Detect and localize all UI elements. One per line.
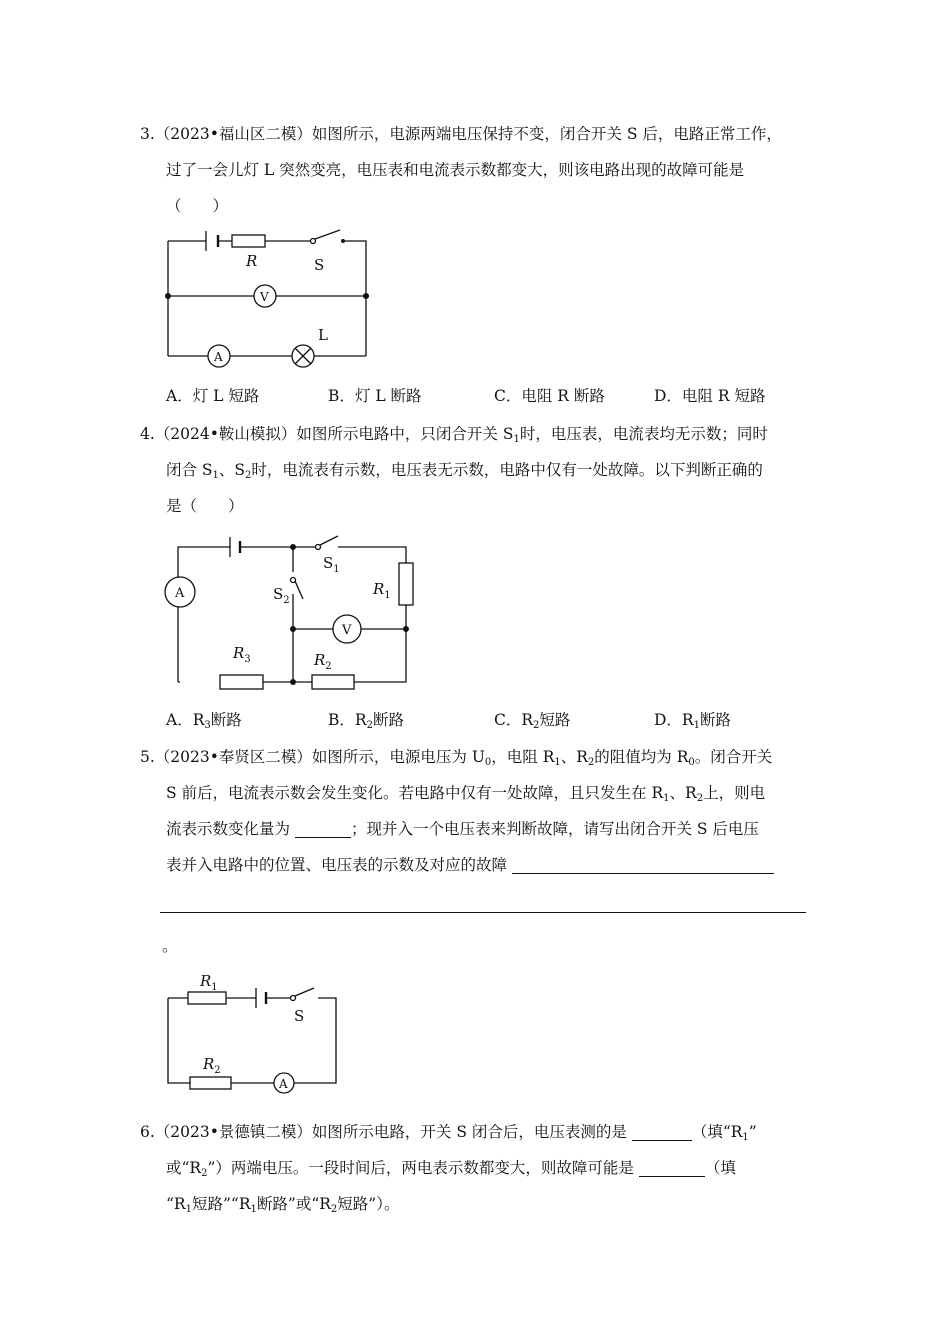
q3-options (166, 384, 816, 408)
q4-label-R1: $R_1$ (373, 580, 391, 601)
q6-blank-1[interactable] (632, 1122, 692, 1141)
q4-option-b[interactable]: B．$R_2$断路 (328, 711, 404, 731)
q4-label-V: V (342, 623, 352, 638)
q5-line-3: 流表示数变化量为 ；现并入一个电压表来判断故障，请写出闭合开关 S 后电压 (166, 820, 759, 838)
q4-line-3: 是（ ） (166, 497, 244, 515)
q3-circuit-diagram (160, 225, 380, 365)
q4-option-a[interactable]: A．$R_3$断路 (166, 711, 242, 731)
q3-line-3: （ ） (166, 197, 229, 215)
q4-label-R2: $R_2$ (314, 651, 332, 672)
q6-line-1: 6.（2023•景德镇二模）如图所示电路，开关 S 闭合后，电压表测的是 （填“$R_1$” (140, 1123, 757, 1143)
question-3 (140, 116, 810, 224)
q3-line-1: 3.（2023•福山区二模）如图所示，电源两端电压保持不变，闭合开关 S 后，电路正常工作， (140, 125, 782, 143)
q4-line-2: 闭合 $S_1$、$S_2$时，电流表有示数，电压表无示数，电路中仅有一处故障。以下判断正确的 (166, 461, 763, 481)
q5-line-2: S 前后，电流表示数会发生变化。若电路中仅有一处故障，且只发生在 $R_1$、$R_2$上，则电 (166, 784, 766, 804)
q5-label-R2: $R_2$ (203, 1055, 221, 1076)
q6-blank-2[interactable] (639, 1158, 705, 1177)
q3-option-d[interactable]: D．电阻 R 短路 (654, 387, 766, 405)
q3-label-S: S (314, 256, 325, 274)
question-5 (140, 739, 810, 883)
q4-label-A: A (175, 586, 185, 601)
question-6 (140, 1114, 810, 1222)
q4-option-d[interactable]: D．$R_1$断路 (654, 711, 731, 731)
q5-line-1: 5.（2023•奉贤区二模）如图所示，电源电压为 $U_0$，电阻 $R_1$、$R_2$的阻值均为 $R_0$。闭合开关 (140, 748, 773, 768)
q5-label-S: S (294, 1007, 305, 1025)
q5-label-A: A (279, 1077, 288, 1091)
q5-circuit-diagram (160, 970, 350, 1090)
q6-line-3: “$R_1$短路$”“R_1$断路”或“$R_2$短路”）。 (166, 1195, 400, 1215)
q4-option-c[interactable]: C．$R_2$短路 (494, 711, 571, 731)
q3-line-2: 过了一会儿灯 L 突然变亮，电压表和电流表示数都变大，则该电路出现的故障可能是 (166, 161, 745, 179)
q3-option-b[interactable]: B．灯 L 断路 (328, 387, 422, 405)
q6-line-2: 或“$R_2$”）两端电压。一段时间后，两电表示数都变大，则故障可能是 （填 (166, 1159, 736, 1179)
q5-line-4: 表并入电路中的位置、电压表的示数及对应的故障 (140, 847, 810, 883)
q4-line-1: 4.（2024•鞍山模拟）如图所示电路中，只闭合开关 $S_1$时，电压表，电流表均无示数；同时 (140, 425, 768, 445)
q4-label-S1: $S_1$ (323, 554, 340, 575)
q3-label-R: R (246, 252, 258, 270)
question-4 (140, 416, 810, 524)
q4-label-R3: $R_3$ (233, 644, 251, 665)
q3-option-c[interactable]: C．电阻 R 断路 (494, 387, 605, 405)
q4-options (166, 708, 816, 732)
q5-label-R1: $R_1$ (200, 972, 218, 993)
q5-blank-1[interactable] (295, 819, 351, 838)
q3-label-V: V (260, 290, 269, 304)
q3-label-A: A (214, 350, 223, 364)
q3-option-a[interactable]: A．灯 L 短路 (166, 387, 260, 405)
q5-answer-line[interactable] (160, 912, 806, 913)
q4-label-S2: $S_2$ (273, 585, 290, 606)
q3-label-L: L (318, 326, 328, 344)
q5-blank-2[interactable] (512, 855, 774, 874)
q5-end-mark: 。 (162, 937, 178, 955)
q4-circuit-diagram (160, 532, 420, 692)
